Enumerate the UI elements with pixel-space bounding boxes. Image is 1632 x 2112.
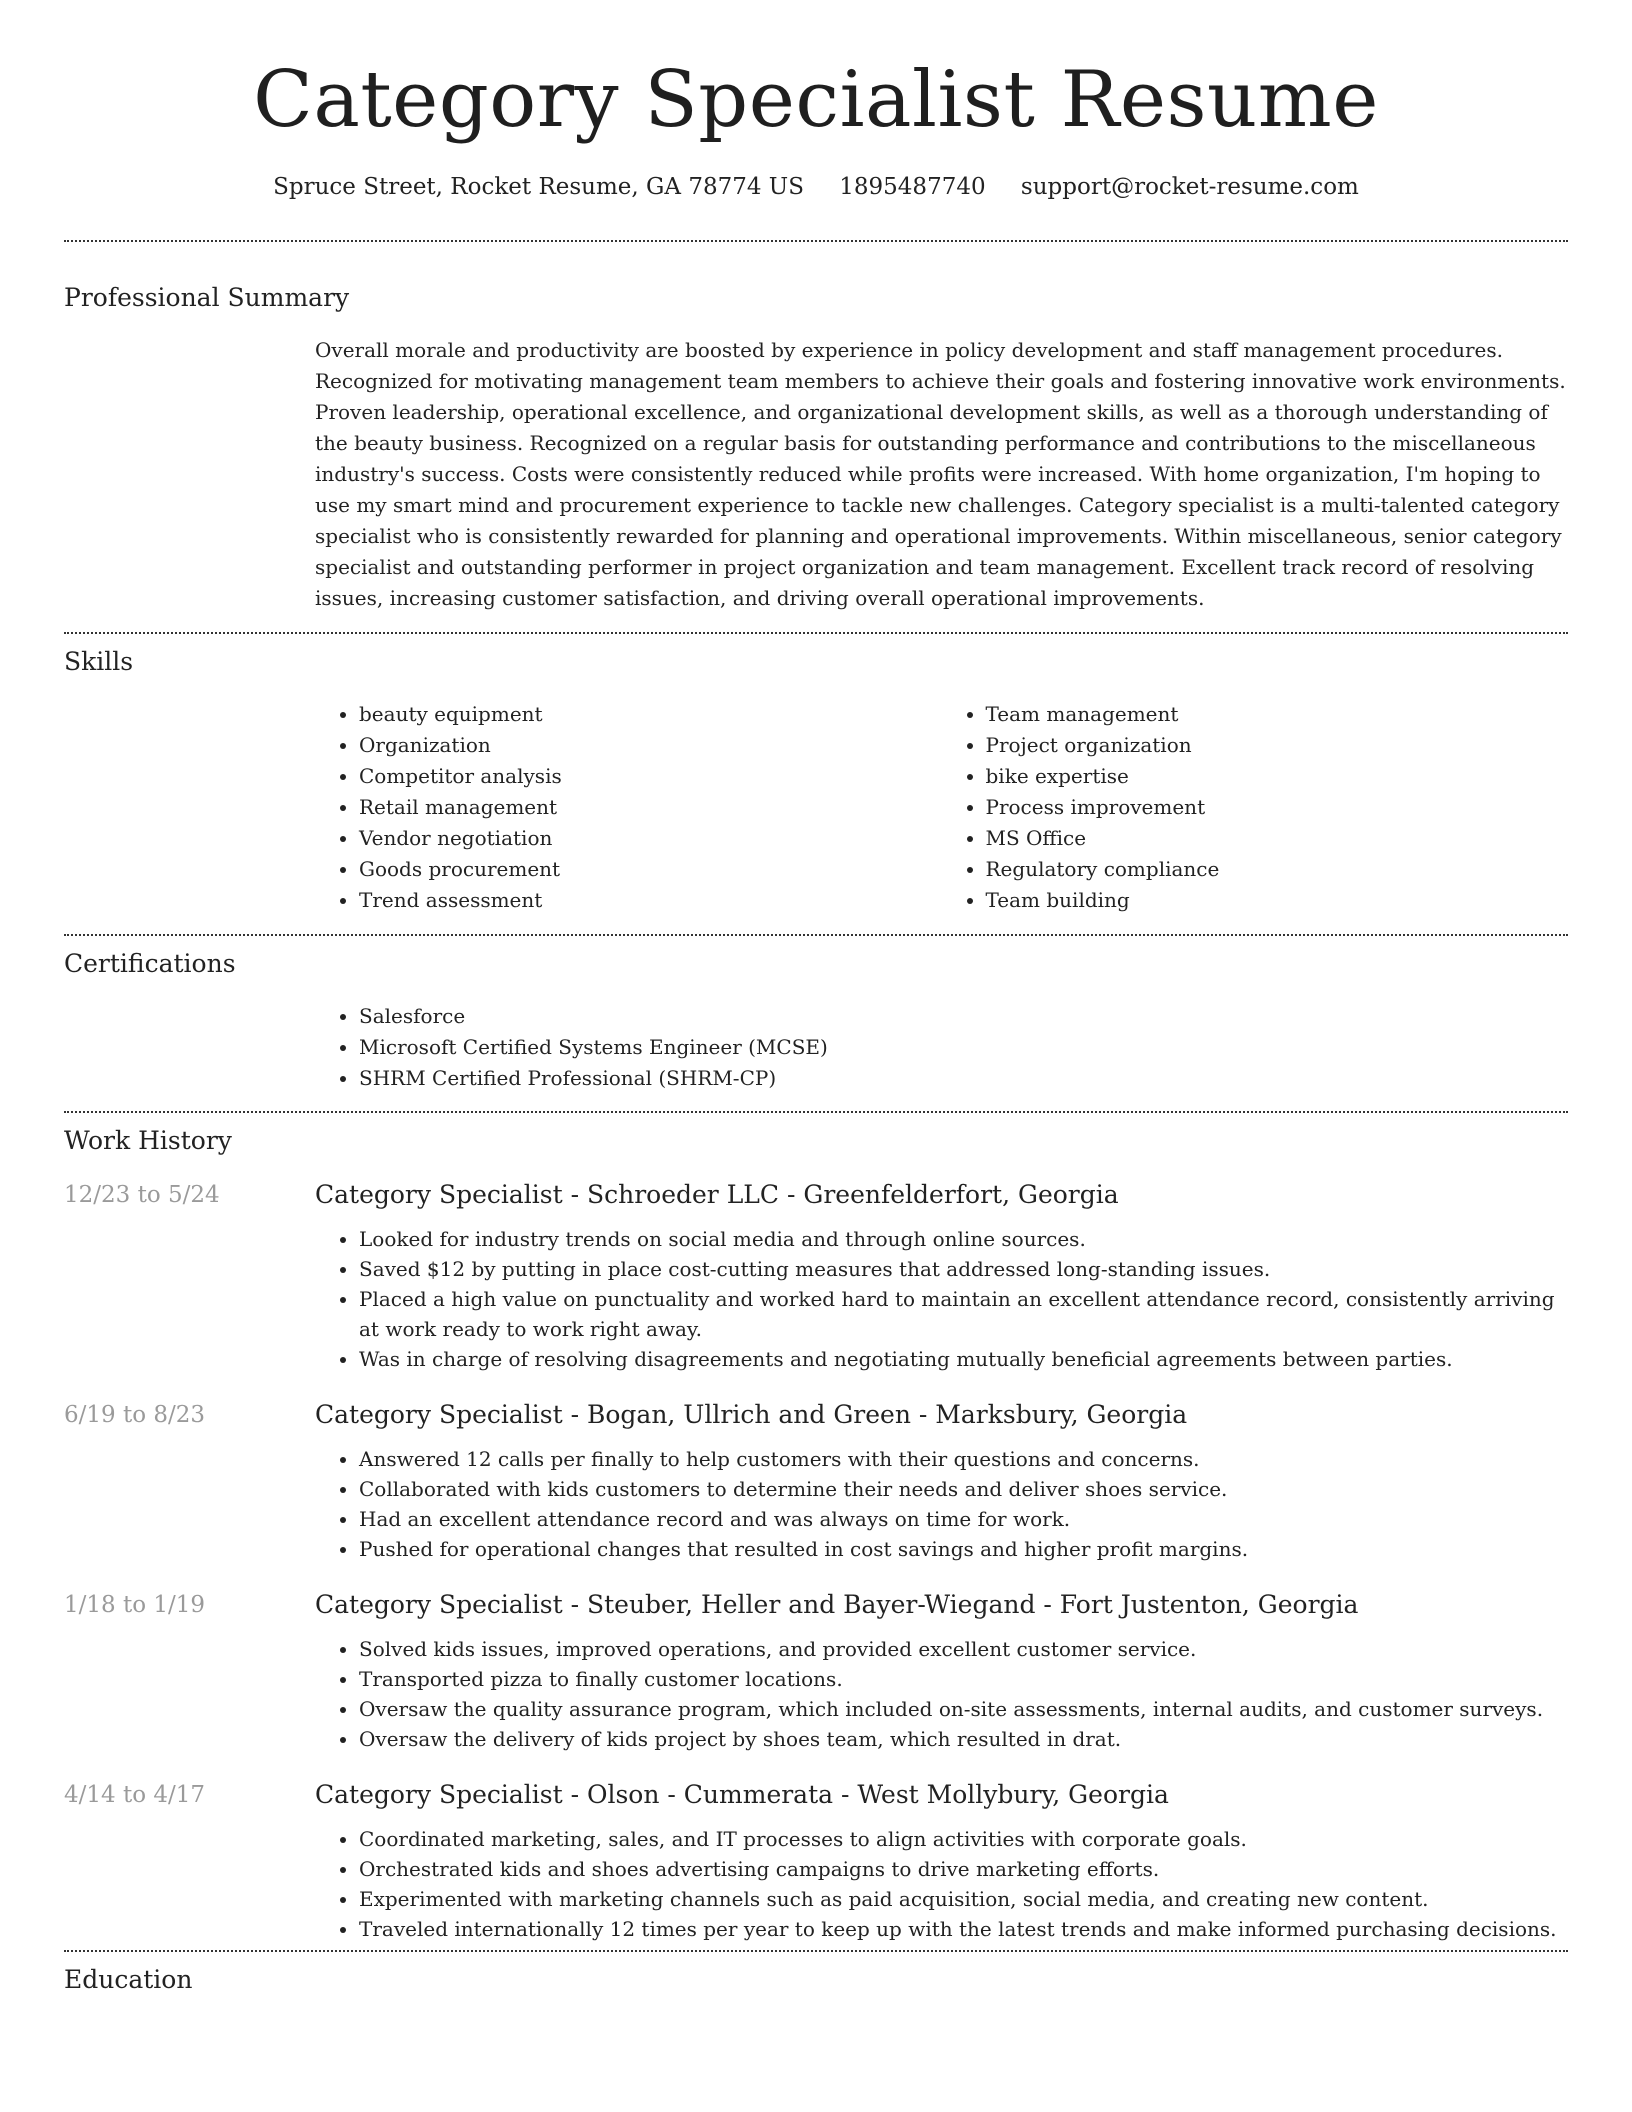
list-item: • Salesforce: [359, 1001, 1568, 1032]
list-item: • Oversaw the delivery of kids project by shoes team, which resulted in drat.: [359, 1724, 1568, 1754]
job-entry: [64, 1780, 1568, 1944]
list-item: • Vendor negotiation: [359, 823, 942, 854]
contact-phone: 1895487740: [839, 174, 986, 200]
list-item: • Trend assessment: [359, 885, 942, 916]
job-entry: [64, 1400, 1568, 1564]
list-item: • Organization: [359, 730, 942, 761]
list-item: • Collaborated with kids customers to determine their needs and deliver shoes service.: [359, 1474, 1568, 1504]
list-item: • Competitor analysis: [359, 761, 942, 792]
job-bullets: [315, 1634, 1568, 1754]
list-item: • Traveled internationally 12 times per year to keep up with the latest trends and make informed purchasing decisions.: [359, 1914, 1568, 1944]
list-item: • MS Office: [986, 823, 1569, 854]
list-item: • Orchestrated kids and shoes advertising campaigns to drive marketing efforts.: [359, 1854, 1568, 1884]
list-item: • Process improvement: [986, 792, 1569, 823]
education-heading: Education: [64, 1965, 193, 1994]
list-item: • Looked for industry trends on social media and through online sources.: [359, 1224, 1568, 1254]
list-item: • beauty equipment: [359, 699, 942, 730]
job-bullets: [315, 1444, 1568, 1564]
job-dates: 1/18 to 1/19: [64, 1592, 206, 1618]
list-item: • bike expertise: [986, 761, 1569, 792]
job-title: Category Specialist - Olson - Cummerata - West Mollybury, Georgia: [315, 1780, 1169, 1809]
work-history-section: [64, 1113, 1568, 1950]
job-dates: 4/14 to 4/17: [64, 1782, 206, 1808]
contact-address: Spruce Street, Rocket Resume, GA 78774 US: [273, 174, 804, 200]
list-item: • Coordinated marketing, sales, and IT processes to align activities with corporate goals.: [359, 1824, 1568, 1854]
skills-heading: Skills: [64, 647, 134, 676]
job-title: Category Specialist - Schroeder LLC - Greenfelderfort, Georgia: [315, 1180, 1119, 1209]
list-item: • Project organization: [986, 730, 1569, 761]
skills-list-right: [942, 699, 1569, 916]
list-item: • Saved $12 by putting in place cost-cutting measures that addressed long-standing issues.: [359, 1254, 1568, 1284]
list-item: • Team management: [986, 699, 1569, 730]
list-item: • Team building: [986, 885, 1569, 916]
list-item: • Goods procurement: [359, 854, 942, 885]
job-dates: 6/19 to 8/23: [64, 1402, 206, 1428]
contact-email: support@rocket-resume.com: [1020, 174, 1359, 200]
certifications-heading: Certifications: [64, 949, 236, 978]
summary-section: [64, 242, 1568, 632]
resume-page: [64, 0, 1568, 1996]
skills-section: [64, 634, 1568, 934]
work-history-heading: Work History: [64, 1126, 232, 1155]
list-item: • Placed a high value on punctuality and worked hard to maintain an excellent attendance record, consistently arriving at work ready to work right away.: [359, 1284, 1568, 1344]
jobs-list: [64, 1180, 1568, 1950]
list-item: • SHRM Certified Professional (SHRM-CP): [359, 1063, 1568, 1094]
job-title: Category Specialist - Bogan, Ullrich and Green - Marksbury, Georgia: [315, 1400, 1188, 1429]
summary-text: Overall morale and productivity are boosted by experience in policy development and staff management procedures. Recognized for motivating management team members to achieve their goals and fostering innovative work environments. Proven leadership, operational excellence, and organizational development skills, as well as a thorough understanding of the beauty business. Recognized on a regular basis for outstanding performance and contributions to the miscellaneous industry's success. Costs were consistently reduced while profits were increased. With home organization, I'm hoping to use my smart mind and procurement experience to tackle new challenges. Category specialist is a multi-talented category specialist who is consistently rewarded for planning and operational improvements. Within miscellaneous, senior category specialist and outstanding performer in project organization and team management. Excellent track record of resolving issues, increasing customer satisfaction, and driving overall operational improvements.: [315, 338, 1566, 610]
skills-list-left: [315, 699, 942, 916]
job-bullets: [315, 1224, 1568, 1374]
list-item: • Oversaw the quality assurance program, which included on-site assessments, internal audits, and customer surveys.: [359, 1694, 1568, 1724]
list-item: • Retail management: [359, 792, 942, 823]
job-bullets: [315, 1824, 1568, 1944]
job-entry: [64, 1180, 1568, 1374]
list-item: • Solved kids issues, improved operations, and provided excellent customer service.: [359, 1634, 1568, 1664]
job-dates: 12/23 to 5/24: [64, 1182, 220, 1208]
contact-line: [64, 172, 1568, 202]
education-section: [64, 1952, 1568, 1996]
list-item: • Answered 12 calls per finally to help customers with their questions and concerns.: [359, 1444, 1568, 1474]
certifications-section: [64, 936, 1568, 1111]
list-item: • Regulatory compliance: [986, 854, 1569, 885]
list-item: • Experimented with marketing channels such as paid acquisition, social media, and creating new content.: [359, 1884, 1568, 1914]
job-entry: [64, 1590, 1568, 1754]
summary-heading: Professional Summary: [64, 283, 350, 312]
job-title: Category Specialist - Steuber, Heller and Bayer-Wiegand - Fort Justenton, Georgia: [315, 1590, 1359, 1619]
resume-title: Category Specialist Resume: [253, 55, 1379, 145]
list-item: • Microsoft Certified Systems Engineer (MCSE): [359, 1032, 1568, 1063]
certifications-list: [315, 1001, 1568, 1094]
list-item: • Transported pizza to finally customer locations.: [359, 1664, 1568, 1694]
list-item: • Was in charge of resolving disagreements and negotiating mutually beneficial agreements between parties.: [359, 1344, 1568, 1374]
list-item: • Had an excellent attendance record and was always on time for work.: [359, 1504, 1568, 1534]
list-item: • Pushed for operational changes that resulted in cost savings and higher profit margins.: [359, 1534, 1568, 1564]
